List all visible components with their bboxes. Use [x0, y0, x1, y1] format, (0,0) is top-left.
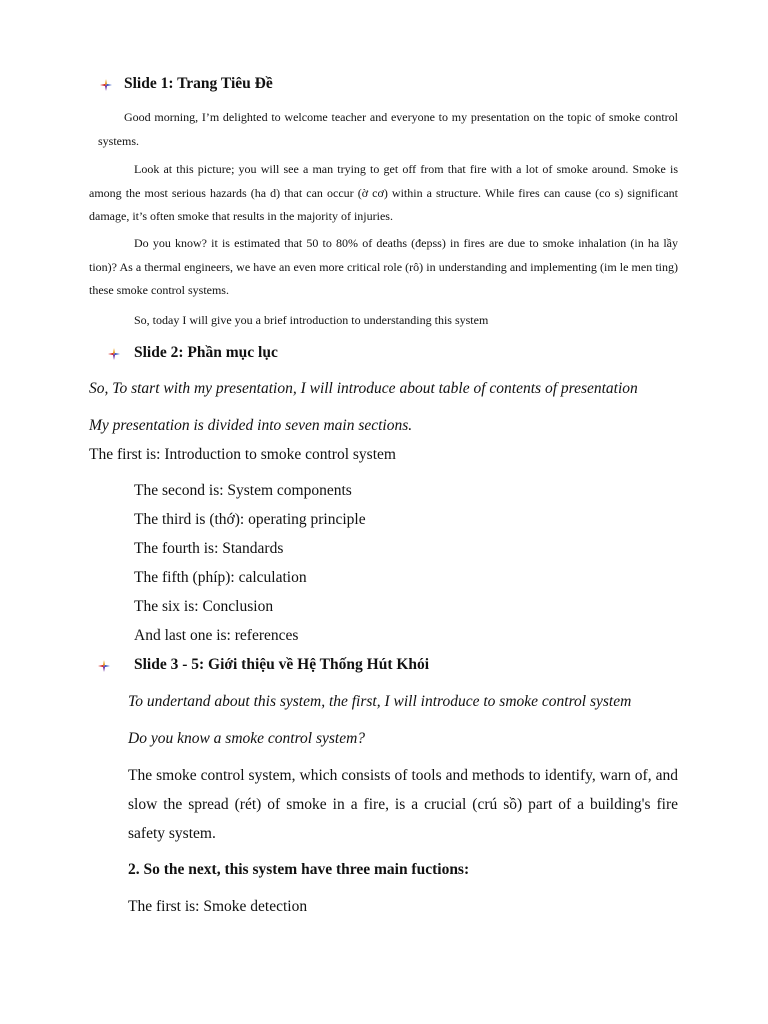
- list-item: The third is (thớ): operating principle: [134, 511, 366, 528]
- bullet-icon: [98, 660, 110, 672]
- slide3-subheading: 2. So the next, this system have three main fuctions:: [128, 861, 470, 878]
- bullet-icon: [108, 348, 120, 360]
- slide2-heading: Slide 2: Phần mục lục: [134, 344, 278, 361]
- slide1-paragraph-4: So, today I will give you a brief introduction to understanding this system: [134, 313, 489, 327]
- slide1-paragraph-2: Look at this picture; you will see a man trying to get off from that fire with a lot of smoke around. Smoke is among the most serious hazards (ha d) that can occur (ờ cơ) within a structure. While fires can cause (co s) significant damage, it’s often smoke that results in the majority of injuries.: [89, 162, 678, 223]
- list-item: The fifth (phíp): calculation: [134, 569, 307, 586]
- slide1-heading: Slide 1: Trang Tiêu Đề: [124, 75, 273, 92]
- slide2-intro-1: So, To start with my presentation, I will introduce about table of contents of presentation: [89, 380, 638, 397]
- slide2-intro-2: My presentation is divided into seven main sections.: [89, 417, 413, 434]
- slide3-function-1: The first is: Smoke detection: [128, 898, 308, 915]
- slide1-paragraph-1: Good morning, I’m delighted to welcome teacher and everyone to my presentation on the topic of smoke control systems.: [98, 110, 678, 148]
- list-item: The fourth is: Standards: [134, 540, 284, 557]
- slide3-intro-1: To undertand about this system, the first, I will introduce to smoke control system: [128, 693, 632, 710]
- slide3-paragraph: The smoke control system, which consists of tools and methods to identify, warn of, and slow the spread (rét) of smoke in a fire, is a crucial (crú sồ) part of a building's fire safety system.: [128, 767, 678, 842]
- bullet-icon: [100, 79, 112, 91]
- slide1-paragraph-3: Do you know? it is estimated that 50 to 80% of deaths (đepss) in fires are due to smoke inhalation (in ha lầy tion)? As a thermal engineers, we have an even more critical role (rô) in understanding and implementing (im le men ting) these smoke control systems.: [89, 236, 678, 297]
- slide2-first-item: The first is: Introduction to smoke control system: [89, 446, 396, 463]
- list-item: And last one is: references: [134, 627, 299, 644]
- list-item: The six is: Conclusion: [134, 598, 274, 615]
- slide3-heading: Slide 3 - 5: Giới thiệu về Hệ Thống Hút Khói: [134, 656, 430, 673]
- list-item: The second is: System components: [134, 482, 352, 499]
- slide3-intro-2: Do you know a smoke control system?: [128, 730, 366, 747]
